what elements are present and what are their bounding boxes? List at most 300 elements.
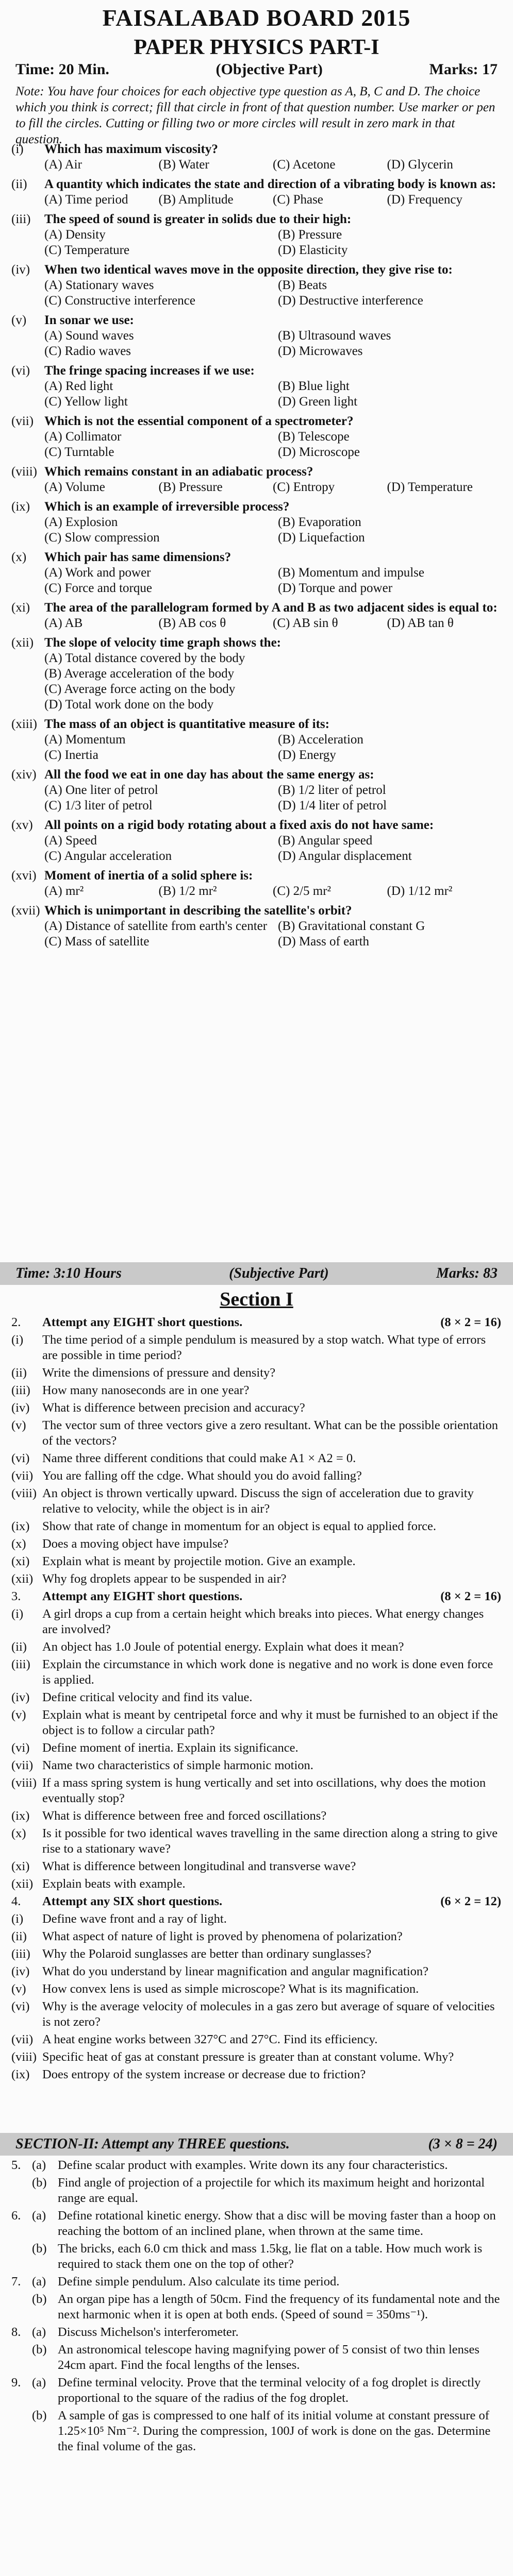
short-question-number: (xii) bbox=[11, 1877, 34, 1891]
short-question-text: The time period of a simple pendulum is measured by a stop watch. What type of errors are possible in time period? bbox=[42, 1333, 486, 1362]
mcq-item bbox=[11, 464, 501, 495]
mcq-option: (C) Inertia bbox=[44, 748, 98, 762]
short-question bbox=[11, 1536, 501, 1552]
short-question-text: Define wave front and a ray of light. bbox=[42, 1912, 227, 1926]
short-question bbox=[11, 1758, 501, 1773]
short-question bbox=[11, 1365, 501, 1381]
short-question-number: (viii) bbox=[11, 1776, 37, 1790]
mcq-item bbox=[11, 600, 501, 631]
mcq-question: In sonar we use: bbox=[44, 313, 134, 327]
short-question-text: An object is thrown vertically upward. Discuss the sign of acceleration due to gravity relative to velocity, while the object is in air? bbox=[42, 1486, 474, 1516]
mcq-option: (C) Mass of satellite bbox=[44, 935, 150, 948]
long-question-text: Find angle of projection of a projectile for which its maximum height and horizontal range are equal. bbox=[58, 2176, 485, 2205]
long-question-part bbox=[11, 2342, 501, 2373]
long-question-number bbox=[11, 2342, 32, 2373]
short-question-number: (vii) bbox=[11, 1469, 34, 1483]
short-question-number: (vii) bbox=[11, 1758, 34, 1772]
short-question-text: Show that rate of change in momentum for an object is equal to applied force. bbox=[42, 1519, 437, 1533]
subjective-time: Time: 3:10 Hours bbox=[15, 1265, 122, 1281]
long-question-part-label: (b) bbox=[32, 2343, 47, 2357]
mcq-item bbox=[11, 550, 501, 596]
mcq-number: (i) bbox=[11, 142, 24, 156]
section-2-questions bbox=[11, 2158, 501, 2456]
short-question-text: An object has 1.0 Joule of potential energy. Explain what does it mean? bbox=[42, 1640, 404, 1654]
mcq-number: (xiv) bbox=[11, 768, 37, 782]
mcq-option: (D) Liquefaction bbox=[278, 531, 365, 545]
short-question bbox=[11, 1690, 501, 1705]
mcq-item bbox=[11, 818, 501, 864]
mcq-options bbox=[11, 616, 501, 631]
long-question-number bbox=[11, 2408, 32, 2454]
mcq-number: (xiii) bbox=[11, 717, 37, 731]
short-question bbox=[11, 1383, 501, 1398]
short-question bbox=[11, 1606, 501, 1637]
mcq-option: (B) Acceleration bbox=[278, 733, 363, 747]
question-instruction bbox=[42, 1894, 501, 1909]
short-question-text: Write the dimensions of pressure and density? bbox=[42, 1366, 276, 1380]
short-question-number: (xi) bbox=[11, 1859, 30, 1873]
mcq-option: (A) Red light bbox=[44, 379, 113, 393]
short-question-number: (i) bbox=[11, 1333, 24, 1347]
mcq-question: Which remains constant in an adiabatic process? bbox=[44, 465, 313, 479]
mcq-options bbox=[11, 328, 501, 359]
mcq-question-line bbox=[11, 903, 501, 919]
mcq-option: (C) Average force acting on the body bbox=[44, 682, 236, 696]
objective-time: Time: 20 Min. bbox=[15, 61, 109, 78]
mcq-options bbox=[11, 783, 501, 814]
long-question-text: Define scalar product with examples. Write down its any four characteristics. bbox=[58, 2158, 448, 2172]
mcq-option: (A) mr² bbox=[44, 884, 84, 898]
short-question-number: (ix) bbox=[11, 1809, 30, 1823]
question-instruction-text: Attempt any SIX short questions. bbox=[42, 1894, 223, 1908]
short-question-text: Why fog droplets appear to be suspended in air? bbox=[42, 1572, 287, 1586]
mcq-option: (A) Volume bbox=[44, 480, 105, 494]
objective-marks: Marks: 17 bbox=[429, 61, 498, 78]
mcq-option: (D) 1/12 mr² bbox=[387, 884, 453, 898]
section-2-band bbox=[0, 2133, 513, 2156]
mcq-options bbox=[11, 515, 501, 546]
question-marks: (8 × 2 = 16) bbox=[440, 1315, 501, 1329]
mcq-option: (D) Destructive interference bbox=[278, 294, 423, 308]
mcq-item bbox=[11, 717, 501, 763]
mcq-option: (D) Glycerin bbox=[387, 158, 453, 172]
short-question bbox=[11, 1964, 501, 1979]
short-question-number: (ii) bbox=[11, 1929, 27, 1943]
mcq-option: (B) Gravitational constant G bbox=[278, 919, 425, 933]
mcq-number: (xi) bbox=[11, 601, 30, 615]
short-question-number: (x) bbox=[11, 1826, 26, 1840]
mcq-item bbox=[11, 499, 501, 546]
mcq-question: Which pair has same dimensions? bbox=[44, 550, 231, 564]
short-question bbox=[11, 1911, 501, 1927]
long-question-part-label: (a) bbox=[32, 2376, 46, 2389]
short-question bbox=[11, 1639, 501, 1655]
long-question-part bbox=[11, 2274, 501, 2290]
section-1-title: Section I bbox=[220, 1289, 293, 1310]
question-heading bbox=[11, 1894, 501, 1909]
short-question-text: The vector sum of three vectors give a zero resultant. What can be the possible orientation of the vectors? bbox=[42, 1418, 498, 1448]
mcq-item bbox=[11, 262, 501, 309]
short-question-text: Why is the average velocity of molecules in a gas zero but average of square of velocities is not zero? bbox=[42, 1999, 495, 2029]
long-question-text: A sample of gas is compressed to one half of its initial volume at constant pressure of 1.25×10⁵ Nm⁻². During the compression, 100J of work is done on the gas. Determine the final volume of the gas. bbox=[58, 2409, 491, 2453]
short-question bbox=[11, 1418, 501, 1449]
mcq-question: The fringe spacing increases if we use: bbox=[44, 364, 255, 378]
question-instruction bbox=[42, 1589, 501, 1604]
short-question-number: (vii) bbox=[11, 2032, 34, 2046]
mcq-question-line bbox=[11, 262, 501, 278]
mcq-option: (C) 1/3 liter of petrol bbox=[44, 799, 153, 812]
short-question-text: How many nanoseconds are in one year? bbox=[42, 1383, 250, 1397]
mcq-option: (A) AB bbox=[44, 616, 83, 630]
mcq-option: (B) Telescope bbox=[278, 430, 350, 444]
short-question bbox=[11, 1859, 501, 1874]
short-question bbox=[11, 2049, 501, 2065]
short-question-number: (viii) bbox=[11, 1486, 37, 1500]
short-question bbox=[11, 1981, 501, 1997]
mcq-option: (D) Torque and power bbox=[278, 581, 393, 595]
mcq-item bbox=[11, 363, 501, 410]
long-question-part-label: (b) bbox=[32, 2292, 47, 2306]
long-question-text: Define simple pendulum. Also calculate its time period. bbox=[58, 2275, 340, 2289]
short-question-text: Name two characteristics of simple harmonic motion. bbox=[42, 1758, 313, 1772]
short-question bbox=[11, 1775, 501, 1806]
mcq-question: A quantity which indicates the state and direction of a vibrating body is known as: bbox=[44, 177, 497, 191]
short-question-text: Why the Polaroid sunglasses are better than ordinary sunglasses? bbox=[42, 1947, 372, 1961]
long-question-part bbox=[11, 2292, 501, 2323]
mcq-question-line bbox=[11, 767, 501, 783]
short-question bbox=[11, 1486, 501, 1517]
mcq-option: (A) Stationary waves bbox=[44, 278, 154, 292]
mcq-question-line bbox=[11, 177, 501, 192]
mcq-number: (vii) bbox=[11, 414, 34, 428]
question-instruction bbox=[42, 1315, 501, 1330]
mcq-option: (D) Total work done on the body bbox=[44, 698, 214, 711]
short-question-text: Does entropy of the system increase or decrease due to friction? bbox=[42, 2067, 366, 2081]
mcq-option: (D) Microwaves bbox=[278, 344, 363, 358]
mcq-option: (D) 1/4 liter of petrol bbox=[278, 799, 387, 812]
mcq-options bbox=[11, 192, 501, 208]
short-question bbox=[11, 1519, 501, 1534]
mcq-options bbox=[11, 429, 501, 460]
mcq-number: (iv) bbox=[11, 263, 30, 277]
short-question-number: (iii) bbox=[11, 1657, 30, 1671]
long-question-part-label: (b) bbox=[32, 2242, 47, 2256]
mcq-number: (viii) bbox=[11, 465, 37, 479]
mcq-item bbox=[11, 177, 501, 208]
mcq-item bbox=[11, 313, 501, 359]
mcq-options bbox=[11, 833, 501, 864]
mcq-option: (B) 1/2 mr² bbox=[158, 884, 217, 898]
mcq-option: (B) Angular speed bbox=[278, 834, 373, 848]
question-number: 3. bbox=[11, 1589, 21, 1603]
mcq-question: Which has maximum viscosity? bbox=[44, 142, 218, 156]
mcq-option: (A) Total distance covered by the body bbox=[44, 651, 245, 665]
objective-meta bbox=[15, 61, 498, 78]
long-question-part-label: (a) bbox=[32, 2325, 46, 2339]
mcq-option: (B) 1/2 liter of petrol bbox=[278, 783, 386, 797]
question-number: 2. bbox=[11, 1315, 21, 1329]
long-question-text: Discuss Michelson's interferometer. bbox=[58, 2325, 239, 2339]
mcq-option: (B) Beats bbox=[278, 278, 327, 292]
short-question-number: (i) bbox=[11, 1607, 24, 1621]
mcq-option: (B) Amplitude bbox=[158, 193, 234, 207]
mcq-option: (C) 2/5 mr² bbox=[273, 884, 332, 898]
mcq-option: (D) Energy bbox=[278, 748, 336, 762]
short-question-text: What aspect of nature of light is proved by phenomena of polarization? bbox=[42, 1929, 403, 1943]
short-question bbox=[11, 1946, 501, 1962]
mcq-option: (D) Temperature bbox=[387, 480, 473, 494]
long-question-number: 8. bbox=[11, 2325, 21, 2339]
short-question-number: (ii) bbox=[11, 1366, 27, 1380]
short-question bbox=[11, 1571, 501, 1587]
short-question bbox=[11, 1999, 501, 2030]
mcq-question-line bbox=[11, 363, 501, 379]
mcq-option: (C) Constructive interference bbox=[44, 294, 195, 308]
mcq-question-line bbox=[11, 464, 501, 480]
mcq-number: (iii) bbox=[11, 212, 31, 226]
mcq-option: (D) Green light bbox=[278, 395, 358, 409]
short-question-number: (vi) bbox=[11, 1741, 30, 1755]
mcq-options bbox=[11, 565, 501, 596]
question-number: 4. bbox=[11, 1894, 21, 1908]
mcq-option: (C) Angular acceleration bbox=[44, 849, 172, 863]
short-question bbox=[11, 2032, 501, 2047]
short-question bbox=[11, 1332, 501, 1363]
section-2-marks: (3 × 8 = 24) bbox=[428, 2136, 498, 2152]
short-question-text: How convex lens is used as simple microscope? What is its magnification. bbox=[42, 1982, 419, 1996]
mcq-number: (xv) bbox=[11, 818, 33, 832]
mcq-option: (C) Yellow light bbox=[44, 395, 128, 409]
long-question-part-label: (a) bbox=[32, 2275, 46, 2289]
mcq-question: All the food we eat in one day has about the same energy as: bbox=[44, 768, 374, 782]
mcq-option: (C) Turntable bbox=[44, 445, 114, 459]
mcq-question-line bbox=[11, 717, 501, 732]
mcq-item bbox=[11, 142, 501, 173]
mcq-question: Which is unimportant in describing the satellite's orbit? bbox=[44, 904, 352, 918]
board-title: FAISALABAD BOARD 2015 bbox=[102, 5, 411, 31]
short-question-text: Explain what is meant by centripetal force and why it must be furnished to an object if the object is to follow a circular path? bbox=[42, 1708, 498, 1737]
short-question-number: (iii) bbox=[11, 1383, 30, 1397]
mcq-option: (A) Speed bbox=[44, 834, 97, 848]
mcq-option: (C) AB sin θ bbox=[273, 616, 338, 630]
short-question-number: (iv) bbox=[11, 1964, 30, 1978]
short-question-number: (iii) bbox=[11, 1947, 30, 1961]
short-question-number: (viii) bbox=[11, 2050, 37, 2064]
question-heading bbox=[11, 1589, 501, 1604]
short-question bbox=[11, 1468, 501, 1484]
mcq-option: (A) Sound waves bbox=[44, 329, 134, 343]
short-question bbox=[11, 1740, 501, 1756]
mcq-option: (A) Collimator bbox=[44, 430, 122, 444]
short-question-text: What is difference between precision and accuracy? bbox=[42, 1401, 305, 1415]
long-question-part bbox=[11, 2408, 501, 2454]
mcq-option: (D) Elasticity bbox=[278, 243, 348, 257]
mcq-list bbox=[11, 142, 501, 954]
long-question-part bbox=[11, 2175, 501, 2206]
mcq-item bbox=[11, 868, 501, 899]
long-question-part bbox=[11, 2375, 501, 2406]
long-question-part-label: (b) bbox=[32, 2176, 47, 2190]
short-question-text: What is difference between free and forced oscillations? bbox=[42, 1809, 327, 1823]
subjective-marks: Marks: 83 bbox=[436, 1265, 498, 1281]
mcq-option: (C) Radio waves bbox=[44, 344, 131, 358]
short-question-text: A heat engine works between 327°C and 27°C. Find its efficiency. bbox=[42, 2032, 378, 2046]
mcq-question-line bbox=[11, 635, 501, 651]
subjective-part: (Subjective Part) bbox=[229, 1265, 329, 1281]
short-question-text: Specific heat of gas at constant pressure is greater than at constant volume. Why? bbox=[42, 2050, 454, 2064]
mcq-option: (D) Microscope bbox=[278, 445, 360, 459]
mcq-question-line bbox=[11, 313, 501, 328]
long-question-text: An astronomical telescope having magnifying power of 5 consist of two thin lenses 24cm apart. Find the focal lengths of the lenses. bbox=[58, 2343, 479, 2372]
short-question-number: (v) bbox=[11, 1418, 26, 1432]
short-question bbox=[11, 1808, 501, 1824]
mcq-option: (B) AB cos θ bbox=[158, 616, 226, 630]
mcq-number: (ii) bbox=[11, 177, 27, 191]
long-question-part bbox=[11, 2325, 501, 2340]
mcq-question: The speed of sound is greater in solids due to their high: bbox=[44, 212, 352, 226]
long-question-number: 9. bbox=[11, 2376, 21, 2389]
mcq-option: (C) Slow compression bbox=[44, 531, 160, 545]
mcq-option: (C) Acetone bbox=[273, 158, 336, 172]
short-question-number: (vi) bbox=[11, 1999, 30, 2013]
mcq-option: (D) Mass of earth bbox=[278, 935, 370, 948]
mcq-number: (xvii) bbox=[11, 904, 40, 918]
mcq-options bbox=[11, 919, 501, 950]
mcq-options bbox=[11, 651, 501, 713]
mcq-question: Which is an example of irreversible process? bbox=[44, 500, 290, 514]
short-question bbox=[11, 1451, 501, 1466]
mcq-options bbox=[11, 884, 501, 899]
question-marks: (8 × 2 = 16) bbox=[440, 1589, 501, 1603]
mcq-options bbox=[11, 379, 501, 410]
short-question-text: If a mass spring system is hung vertically and set into oscillations, why does the motion eventually stop? bbox=[42, 1776, 486, 1805]
short-question-number: (iv) bbox=[11, 1401, 30, 1415]
mcq-option: (A) Distance of satellite from earth's center bbox=[44, 919, 268, 933]
mcq-option: (A) Work and power bbox=[44, 566, 151, 580]
long-question-text: An organ pipe has a length of 50cm. Find the frequency of its fundamental note and the next harmonic when it is open at both ends. (Speed of sound = 350ms⁻¹). bbox=[58, 2292, 500, 2321]
short-question-number: (xi) bbox=[11, 1554, 30, 1568]
section-1-questions bbox=[11, 1315, 501, 2084]
short-question bbox=[11, 1826, 501, 1857]
objective-note: Note: You have four choices for each objective type question as A, B, C and D. The choice which you think is correct; fill that circle in front of that question number. Use marker or pen to fill the circles. Cutting or filling two or more circles will result in zero mark in that question. bbox=[15, 84, 495, 146]
long-question-number bbox=[11, 2241, 32, 2272]
paper-title: PAPER PHYSICS PART-I bbox=[134, 36, 379, 59]
mcq-question: Moment of inertia of a solid sphere is: bbox=[44, 869, 253, 883]
short-question-text: Define moment of inertia. Explain its significance. bbox=[42, 1741, 299, 1755]
question-heading bbox=[11, 1315, 501, 1330]
short-question bbox=[11, 2067, 501, 2082]
mcq-option: (A) Air bbox=[44, 158, 82, 172]
mcq-option: (B) Evaporation bbox=[278, 515, 361, 529]
mcq-option: (B) Blue light bbox=[278, 379, 350, 393]
mcq-number: (x) bbox=[11, 550, 27, 564]
question-instruction-text: Attempt any EIGHT short questions. bbox=[42, 1315, 243, 1329]
short-question bbox=[11, 1657, 501, 1688]
short-question-number: (x) bbox=[11, 1537, 26, 1551]
short-question-text: What do you understand by linear magnification and angular magnification? bbox=[42, 1964, 429, 1978]
mcq-option: (B) Ultrasound waves bbox=[278, 329, 391, 343]
mcq-question: The slope of velocity time graph shows the: bbox=[44, 636, 281, 650]
mcq-option: (B) Pressure bbox=[278, 228, 342, 242]
long-question-part bbox=[11, 2241, 501, 2272]
mcq-item bbox=[11, 767, 501, 814]
short-question-text: Does a moving object have impulse? bbox=[42, 1537, 229, 1551]
mcq-question-line bbox=[11, 414, 501, 429]
mcq-option: (A) Density bbox=[44, 228, 106, 242]
short-question-number: (vi) bbox=[11, 1451, 30, 1465]
short-question bbox=[11, 1554, 501, 1569]
mcq-options bbox=[11, 732, 501, 763]
long-question-number bbox=[11, 2175, 32, 2206]
mcq-option: (C) Temperature bbox=[44, 243, 130, 257]
short-question bbox=[11, 1707, 501, 1738]
short-question-text: Explain beats with example. bbox=[42, 1877, 186, 1891]
objective-part: (Objective Part) bbox=[216, 61, 323, 78]
mcq-number: (v) bbox=[11, 313, 27, 327]
mcq-question-line bbox=[11, 868, 501, 884]
mcq-item bbox=[11, 414, 501, 460]
long-question-part-label: (b) bbox=[32, 2409, 47, 2422]
mcq-question: The area of the parallelogram formed by A and B as two adjacent sides is equal to: bbox=[44, 601, 498, 615]
short-question-number: (xii) bbox=[11, 1572, 34, 1586]
mcq-option: (B) Average acceleration of the body bbox=[44, 667, 235, 681]
question-instruction-text: Attempt any EIGHT short questions. bbox=[42, 1589, 243, 1603]
mcq-number: (xii) bbox=[11, 636, 34, 650]
mcq-question-line bbox=[11, 550, 501, 565]
long-question-number: 6. bbox=[11, 2209, 21, 2223]
subjective-band bbox=[0, 1262, 513, 1285]
short-question-text: Explain what is meant by projectile motion. Give an example. bbox=[42, 1554, 356, 1568]
mcq-options bbox=[11, 227, 501, 258]
mcq-option: (A) Time period bbox=[44, 193, 128, 207]
mcq-number: (vi) bbox=[11, 364, 30, 378]
short-question-text: Explain the circumstance in which work done is negative and no work is done even force is applied. bbox=[42, 1657, 493, 1687]
section-2-title: SECTION-II: Attempt any THREE questions. bbox=[15, 2136, 290, 2152]
mcq-option: (A) Explosion bbox=[44, 515, 118, 529]
short-question-text: Define critical velocity and find its value. bbox=[42, 1690, 253, 1704]
short-question-number: (i) bbox=[11, 1912, 24, 1926]
long-question-number: 5. bbox=[11, 2158, 21, 2172]
long-question-number: 7. bbox=[11, 2275, 21, 2289]
mcq-question-line bbox=[11, 499, 501, 515]
mcq-option: (B) Water bbox=[158, 158, 209, 172]
long-question-number bbox=[11, 2292, 32, 2323]
short-question-number: (v) bbox=[11, 1982, 26, 1996]
mcq-option: (C) Phase bbox=[273, 193, 323, 207]
mcq-option: (C) Force and torque bbox=[44, 581, 152, 595]
long-question-part bbox=[11, 2208, 501, 2239]
mcq-option: (D) Frequency bbox=[387, 193, 462, 207]
short-question-text: What is difference between longitudinal and transverse wave? bbox=[42, 1859, 356, 1873]
mcq-item bbox=[11, 635, 501, 713]
mcq-options bbox=[11, 157, 501, 173]
mcq-question-line bbox=[11, 142, 501, 157]
mcq-question: All points on a rigid body rotating about a fixed axis do not have same: bbox=[44, 818, 434, 832]
mcq-number: (xvi) bbox=[11, 869, 37, 883]
mcq-question: Which is not the essential component of a spectrometer? bbox=[44, 414, 354, 428]
mcq-options bbox=[11, 480, 501, 495]
short-question-text: Name three different conditions that could make A1 × A2 = 0. bbox=[42, 1451, 356, 1465]
mcq-option: (B) Momentum and impulse bbox=[278, 566, 424, 580]
long-question-part bbox=[11, 2158, 501, 2173]
mcq-options bbox=[11, 278, 501, 309]
short-question bbox=[11, 1929, 501, 1944]
short-question bbox=[11, 1876, 501, 1892]
question-marks: (6 × 2 = 12) bbox=[440, 1894, 501, 1908]
long-question-part-label: (a) bbox=[32, 2209, 46, 2223]
short-question-number: (ix) bbox=[11, 2067, 30, 2081]
mcq-number: (ix) bbox=[11, 500, 30, 514]
